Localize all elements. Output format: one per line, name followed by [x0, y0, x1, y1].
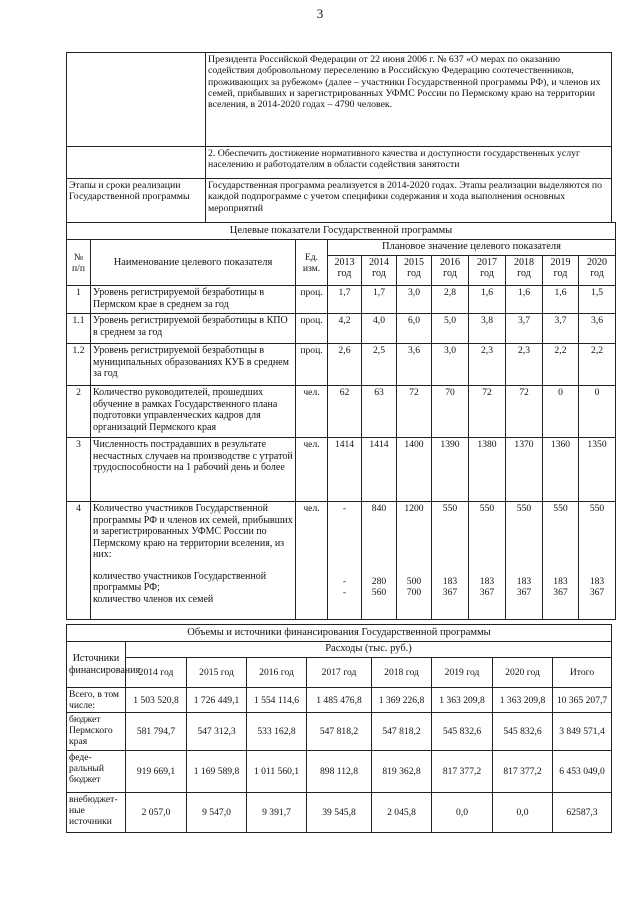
cell-value: 547 818,2 [372, 713, 432, 751]
row-label: внебюджет-ные источники [67, 793, 126, 833]
row-name: Количество руководителей, прошедших обучение в рамках Государственного плана подготовки управленческих кадров для организаций Пермского края [91, 386, 296, 438]
cell-value: 183 [516, 576, 532, 588]
row-label: бюджет Пермского края [67, 713, 126, 751]
cell-value: 3,6 [397, 344, 432, 386]
col-2014: 2014 год [126, 658, 187, 688]
row-label: феде-ральный бюджет [67, 751, 126, 793]
cell-value: 4,0 [362, 314, 397, 344]
cell-value: 63 [362, 386, 397, 438]
row-label: Всего, в том числе: [67, 688, 126, 713]
row-no: 3 [67, 438, 91, 502]
col-2017: 2017 год [307, 658, 372, 688]
cell-value: 545 832,6 [493, 713, 553, 751]
cell-value: 533 162,8 [247, 713, 307, 751]
cell-value: 70 [432, 386, 469, 438]
cell-value-group [543, 502, 579, 620]
cell-value-group [328, 502, 362, 620]
col-2018: 2018 год [372, 658, 432, 688]
cell-value: 367 [553, 587, 568, 599]
cell-value: 1,6 [543, 286, 579, 314]
row-no: 2 [67, 386, 91, 438]
cell-value: 3,6 [579, 314, 616, 344]
cell-value: 9 391,7 [247, 793, 307, 833]
row-name: Численность пострадавших в результате несчастных случаев на производстве с утратой трудоспособности на 1 рабочий день и более [91, 438, 296, 502]
year-2016: 2016 год [432, 256, 469, 286]
cell-value: 1,5 [579, 286, 616, 314]
finance-title: Объемы и источники финансирования Государственной программы [67, 625, 612, 642]
cell-value: 9 547,0 [187, 793, 247, 833]
row-no: 1.1 [67, 314, 91, 344]
cell-value: 2,5 [362, 344, 397, 386]
year-2019: 2019 год [543, 256, 579, 286]
table-row [67, 438, 616, 502]
cell-value: 1390 [432, 438, 469, 502]
cell-value: 1 369 226,8 [372, 688, 432, 713]
cell-value: 1,7 [328, 286, 362, 314]
continuation-text: Президента Российской Федерации от 22 июня 2006 г. № 637 «О мерах по оказанию содействия добровольному переселению в Российскую Федерацию соотечественников, проживающих за рубежом» (далее – участники Государственной программы РФ), и членов их семей, прибывших и зарегистрированных УФМС России по Пермскому краю на территории вселения, в 2014-2020 годах – 4790 человек. [206, 53, 612, 147]
row-unit: чел. [296, 438, 328, 502]
cell-value: - [342, 587, 347, 599]
cell-value: 72 [397, 386, 432, 438]
row-no: 4 [67, 502, 91, 620]
cell-value: 2,2 [579, 344, 616, 386]
cell-value: 1 485 476,8 [307, 688, 372, 713]
cell-value-group [397, 502, 432, 620]
sub-name-participants: количество участников Государственной программы РФ; [93, 570, 267, 594]
row-unit: чел. [296, 386, 328, 438]
table-row [67, 688, 612, 713]
cell-value: 183 [442, 576, 458, 588]
cell-value: 700 [406, 587, 422, 599]
head-expenses: Расходы (тыс. руб.) [126, 642, 612, 658]
cell-value: 817 377,2 [493, 751, 553, 793]
row-no: 1 [67, 286, 91, 314]
cell-value: 840 [371, 503, 387, 515]
cell-value: 3,0 [397, 286, 432, 314]
cell-value: 3,8 [469, 314, 506, 344]
cell-value: 550 [479, 503, 495, 515]
table-row [67, 713, 612, 751]
row-unit: проц. [296, 344, 328, 386]
cell-value: 1414 [328, 438, 362, 502]
goal-item-2: 2. Обеспечить достижение нормативного качества и доступности государственных услуг населению и работодателям в области содействия занятости [206, 147, 612, 179]
table-row [67, 314, 616, 344]
cell-value: 919 669,1 [126, 751, 187, 793]
cell-value: 547 312,3 [187, 713, 247, 751]
cell-value: - [342, 503, 347, 515]
cell-value: 2,6 [328, 344, 362, 386]
row-unit: чел. [296, 502, 328, 620]
col-total: Итого [553, 658, 612, 688]
cell-value: 3,7 [506, 314, 543, 344]
empty-cell [67, 147, 206, 179]
cell-value: 2 057,0 [126, 793, 187, 833]
empty-cell [67, 53, 206, 147]
col-2016: 2016 год [247, 658, 307, 688]
passport-top-table [66, 52, 612, 223]
year-2013: 2013 год [328, 256, 362, 286]
cell-value: 1 011 560,1 [247, 751, 307, 793]
page-number: 3 [316, 6, 324, 21]
cell-value: 4,2 [328, 314, 362, 344]
cell-value: 550 [516, 503, 532, 515]
cell-value: 819 362,8 [372, 751, 432, 793]
stages-label: Этапы и сроки реализации Государственной программы [67, 179, 206, 223]
row-name: Количество участников Государственной программы РФ и членов их семей, прибывших и зарегистрированных УФМС России по Пермскому краю на территории вселения, из них: [93, 503, 293, 561]
cell-value: - [342, 576, 347, 588]
indicators-table [66, 222, 616, 620]
cell-value: 500 [406, 576, 422, 588]
cell-value: 1200 [404, 503, 424, 515]
cell-value: 3,7 [543, 314, 579, 344]
cell-value: 2,3 [506, 344, 543, 386]
cell-value: 550 [553, 503, 568, 515]
indicators-title: Целевые показатели Государственной программы [67, 223, 616, 240]
table-row [67, 751, 612, 793]
cell-value: 183 [589, 576, 605, 588]
year-2018: 2018 год [506, 256, 543, 286]
cell-value: 72 [469, 386, 506, 438]
row-unit: проц. [296, 286, 328, 314]
head-sources: Источники финансирования [67, 642, 126, 688]
row-no: 1.2 [67, 344, 91, 386]
cell-value: 367 [516, 587, 532, 599]
cell-value: 183 [479, 576, 495, 588]
cell-value: 280 [371, 576, 387, 588]
col-2020: 2020 год [493, 658, 553, 688]
table-row [67, 344, 616, 386]
cell-value-group [432, 502, 469, 620]
cell-value: 2 045,8 [372, 793, 432, 833]
cell-value-group [579, 502, 616, 620]
cell-value: 898 112,8 [307, 751, 372, 793]
cell-value: 0 [543, 386, 579, 438]
cell-value: 6,0 [397, 314, 432, 344]
cell-value: 1 169 589,8 [187, 751, 247, 793]
cell-value: 0,0 [432, 793, 493, 833]
cell-value: 367 [589, 587, 605, 599]
year-2017: 2017 год [469, 256, 506, 286]
head-no: № п/п [67, 240, 91, 286]
year-2014: 2014 год [362, 256, 397, 286]
cell-value: 817 377,2 [432, 751, 493, 793]
cell-value: 1350 [579, 438, 616, 502]
cell-value: 72 [506, 386, 543, 438]
cell-value: 1 363 209,8 [493, 688, 553, 713]
cell-value: 10 365 207,7 [553, 688, 612, 713]
cell-value: 3 849 571,4 [553, 713, 612, 751]
cell-value: 1380 [469, 438, 506, 502]
cell-value: 1,6 [469, 286, 506, 314]
col-2019: 2019 год [432, 658, 493, 688]
cell-value: 6 453 049,0 [553, 751, 612, 793]
head-name: Наименование целевого показателя [91, 240, 296, 286]
cell-value: 1414 [362, 438, 397, 502]
cell-value: 0,0 [493, 793, 553, 833]
cell-value: 550 [589, 503, 605, 515]
year-2020: 2020 год [579, 256, 616, 286]
cell-value: 547 818,2 [307, 713, 372, 751]
finance-table [66, 624, 612, 833]
row-name-cell [91, 502, 296, 620]
cell-value: 1400 [397, 438, 432, 502]
cell-value: 367 [442, 587, 458, 599]
table-row [67, 286, 616, 314]
cell-value: 62 [328, 386, 362, 438]
row-name: Уровень регистрируемой безработицы в муниципальных образованиях КУБ в среднем за год [91, 344, 296, 386]
row-name: Уровень регистрируемой безработицы в КПО в среднем за год [91, 314, 296, 344]
cell-value: 1 503 520,8 [126, 688, 187, 713]
cell-value: 62587,3 [553, 793, 612, 833]
cell-value: 1370 [506, 438, 543, 502]
cell-value: 1 363 209,8 [432, 688, 493, 713]
table-row [67, 386, 616, 438]
cell-value: 560 [371, 587, 387, 599]
cell-value: 183 [553, 576, 568, 588]
cell-value: 581 794,7 [126, 713, 187, 751]
cell-value: 5,0 [432, 314, 469, 344]
cell-value-group [469, 502, 506, 620]
cell-value: 2,2 [543, 344, 579, 386]
col-2015: 2015 год [187, 658, 247, 688]
head-unit: Ед. изм. [296, 240, 328, 286]
cell-value-group [506, 502, 543, 620]
cell-value: 39 545,8 [307, 793, 372, 833]
cell-value: 550 [442, 503, 458, 515]
cell-value-group [362, 502, 397, 620]
cell-value: 2,3 [469, 344, 506, 386]
cell-value: 3,0 [432, 344, 469, 386]
row-name: Уровень регистрируемой безработицы в Пермском крае в среднем за год [91, 286, 296, 314]
cell-value: 1 554 114,6 [247, 688, 307, 713]
head-plan: Плановое значение целевого показателя [328, 240, 616, 256]
row-unit: проц. [296, 314, 328, 344]
cell-value: 0 [579, 386, 616, 438]
cell-value: 1,7 [362, 286, 397, 314]
cell-value: 2,8 [432, 286, 469, 314]
cell-value: 1,6 [506, 286, 543, 314]
cell-value: 1 726 449,1 [187, 688, 247, 713]
year-2015: 2015 год [397, 256, 432, 286]
table-row [67, 502, 616, 620]
cell-value: 367 [479, 587, 495, 599]
sub-name-family: количество членов их семей [93, 593, 214, 605]
cell-value: 1360 [543, 438, 579, 502]
cell-value: 545 832,6 [432, 713, 493, 751]
table-row [67, 793, 612, 833]
stages-text: Государственная программа реализуется в 2014-2020 годах. Этапы реализации выделяются по каждой подпрограмме с учетом специфики содержания и хода выполнения основных мероприятий [206, 179, 612, 223]
